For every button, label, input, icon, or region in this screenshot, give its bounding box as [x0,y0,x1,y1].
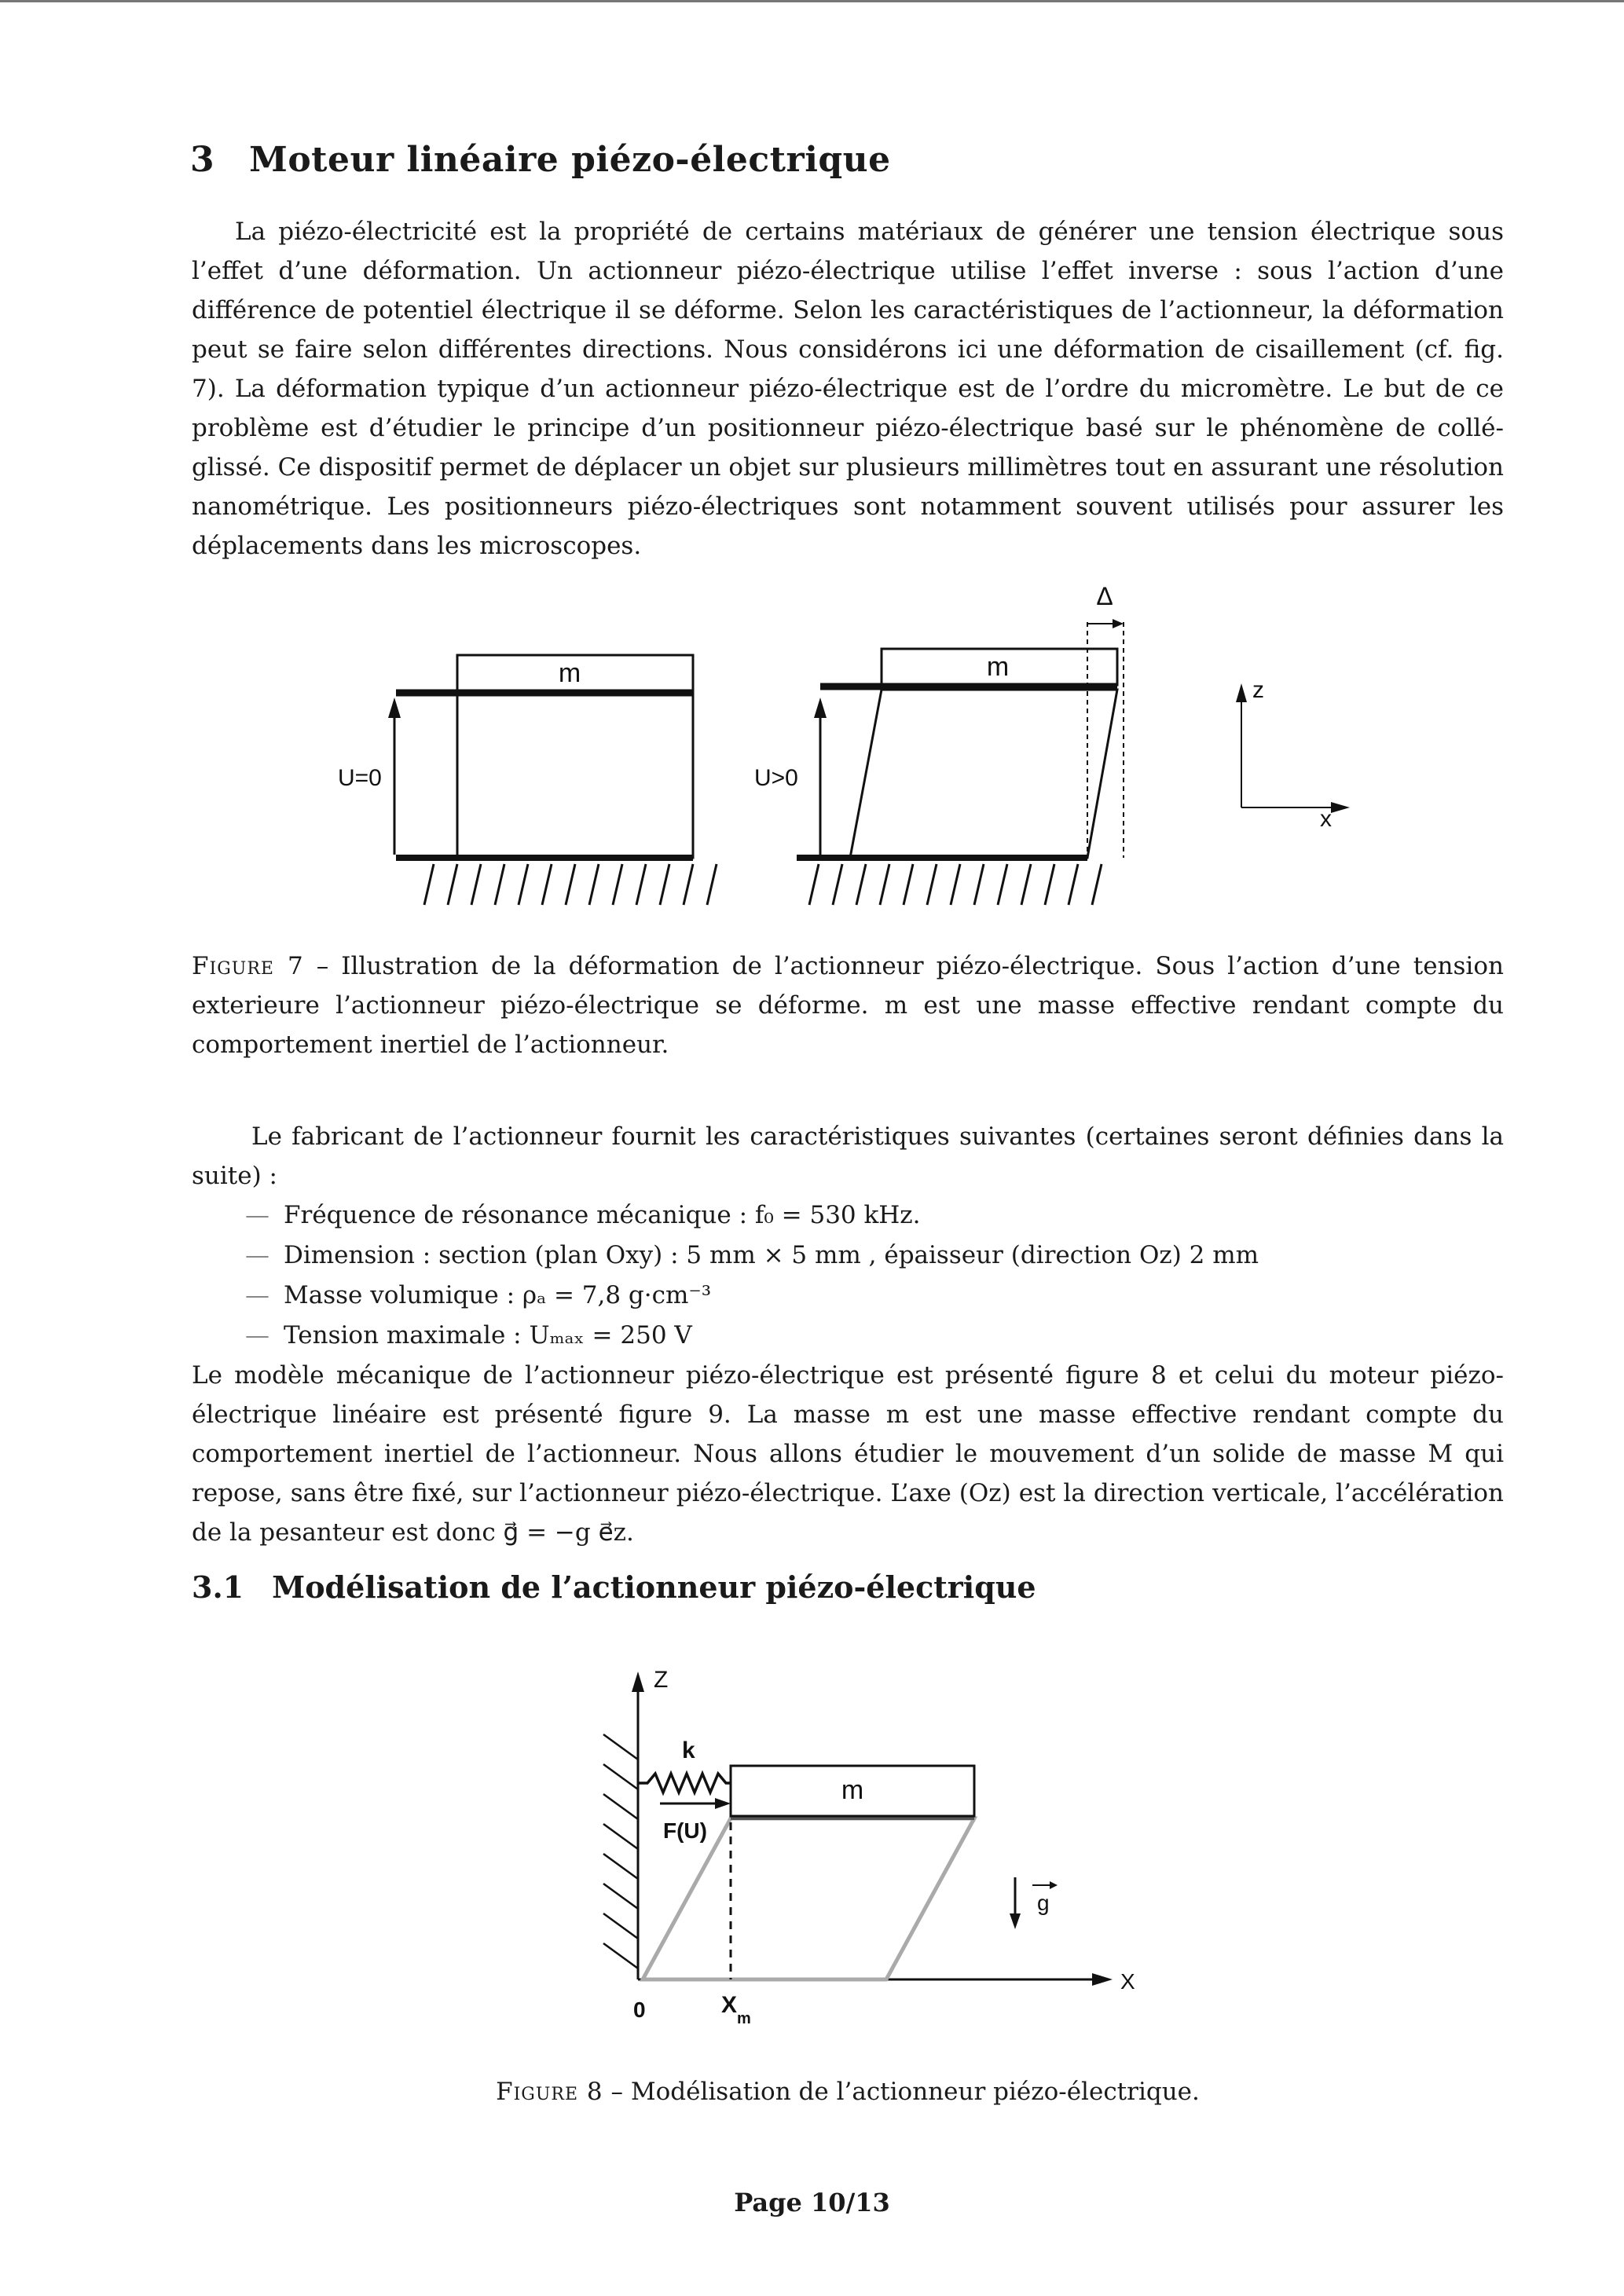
left-piezo-body [457,693,693,858]
left-voltage-arrowhead [388,698,401,718]
figure-8-diagram [581,1650,1147,2066]
model-paragraph: Le modèle mécanique de l’actionneur piézo-électrique est présenté figure 8 et celui du moteur piézo-électrique linéaire est présenté figure 9. La masse m est une masse effective rendant compte du comportement inertiel de l’actionneur. Nous allons étudier le mouvement d’un solide de masse M qui repose, sans être fixé, sur l’actionneur piézo-électrique. L’axe (Oz) est la direction verticale, l’accélération de la pesanteur est donc g⃗ = −g e⃗z. [192,1361,1504,1547]
origin-label: 0 [633,1998,646,2022]
z-axis-label: Z [654,1667,669,1693]
delta-arrowhead [1113,619,1124,628]
xm-label-sub: m [737,2010,751,2027]
right-voltage-arrowhead [814,698,827,718]
section-title [190,140,891,180]
figure-8-caption [192,2072,1504,2111]
spec-item-text: Masse volumique : ρₐ = 7,8 g·cm⁻³ [284,1281,712,1309]
spec-item [245,1316,1259,1356]
delta-label: Δ [1096,582,1113,610]
left-mass-label: m [558,658,581,688]
figure-8-caption-text: Modélisation de l’actionneur piézo-électrique. [630,2078,1200,2106]
scan-edge-line [0,0,1624,2]
z-axis-label: z [1252,677,1264,703]
x-axis-arrowhead [1331,802,1350,813]
right-ground-hatch [809,864,1102,905]
list-dash: — [245,1281,269,1309]
left-ground-hatch [424,864,717,905]
spring-label: k [682,1738,695,1763]
right-piezo-body-sheared [850,690,1117,858]
right-voltage-label: U>0 [754,765,798,791]
figure-7-caption-text: Illustration de la déformation de l’actionneur piézo-électrique. Sous l’action d’une tension exterieure l’actionneur piézo-électrique se déforme. m est une masse effective rendant compte du comportement inertiel de l’actionneur. [192,952,1504,1059]
z-axis-arrowhead [1236,683,1247,702]
section-number: 3 [190,140,215,180]
list-dash: — [245,1201,269,1229]
wall-hatch [603,1734,638,1968]
figure-7-caption-label: Figure 7 [192,952,304,980]
specs-list [245,1196,1259,1356]
spec-item [245,1196,1259,1236]
intro-paragraph: La piézo-électricité est la propriété de certains matériaux de générer une tension électrique sous l’effet d’une déformation. Un actionneur piézo-électrique utilise l’effet inverse : sous l’action d’une différence de potentiel électrique il se déforme. Selon les caractéristiques de l’actionneur, la déformation peut se faire selon différentes directions. Nous considérons ici une déformation de cisaillement (cf. fig. 7). La déformation typique d’un actionneur piézo-électrique est de l’ordre du micromètre. Le but de ce problème est d’étudier le principe d’un positionneur piézo-électrique basé sur le phénomène de collé-glissé. Ce dispositif permet de déplacer un objet sur plusieurs millimètres tout en assurant une résolution nanométrique. Les positionneurs piézo-électriques sont notamment souvent utilisés pour assurer les déplacements dans les microscopes. [192,218,1504,560]
list-dash: — [245,1241,269,1269]
gravity-arrowhead [1010,1913,1021,1929]
force-label: F(U) [663,1818,707,1843]
section-title-text: Moteur linéaire piézo-électrique [249,140,891,180]
figure-7-caption-separator: – [303,952,342,980]
z-axis [632,1672,644,1979]
x-axis-label: X [1120,1969,1135,1994]
x-axis-label: x [1320,806,1332,832]
mass-label: m [841,1775,864,1805]
subsection-title-text: Modélisation de l’actionneur piézo-électrique [272,1569,1036,1605]
spring [638,1774,731,1792]
gravity-label: g [1037,1891,1050,1915]
x-axis-arrowhead [1092,1973,1113,1986]
figure-7-caption [192,947,1504,1064]
right-mass-label: m [986,652,1010,682]
spec-item-text: Tension maximale : Uₘₐₓ = 250 V [284,1321,692,1349]
right-actuator [797,619,1124,905]
force-arrowhead [715,1798,731,1809]
spec-item [245,1236,1259,1276]
page-number: Page 10/13 [734,2188,890,2217]
subsection-number: 3.1 [192,1569,244,1605]
list-dash: — [245,1321,269,1349]
z-axis-arrowhead [632,1672,644,1692]
figure-8-caption-label: Figure 8 [496,2078,603,2106]
specs-intro: Le fabricant de l’actionneur fournit les caractéristiques suivantes (certaines seront définies dans la suite) : [192,1122,1504,1190]
left-actuator [388,655,717,905]
xm-label-main: X [721,1992,738,2018]
subsection-title [192,1569,1036,1605]
spec-item [245,1276,1259,1316]
left-voltage-label: U=0 [338,765,382,791]
figure-7-diagram [299,573,1351,919]
figure-8-caption-separator: – [603,2078,631,2106]
wall [603,1712,638,1979]
spec-item-text: Dimension : section (plan Oxy) : 5 mm × 5 mm , épaisseur (direction Oz) 2 mm [284,1241,1259,1269]
xm-label [721,1992,751,2027]
gravity-vector-tip [1050,1881,1058,1889]
spec-item-text: Fréquence de résonance mécanique : f₀ = 530 kHz. [284,1201,921,1229]
